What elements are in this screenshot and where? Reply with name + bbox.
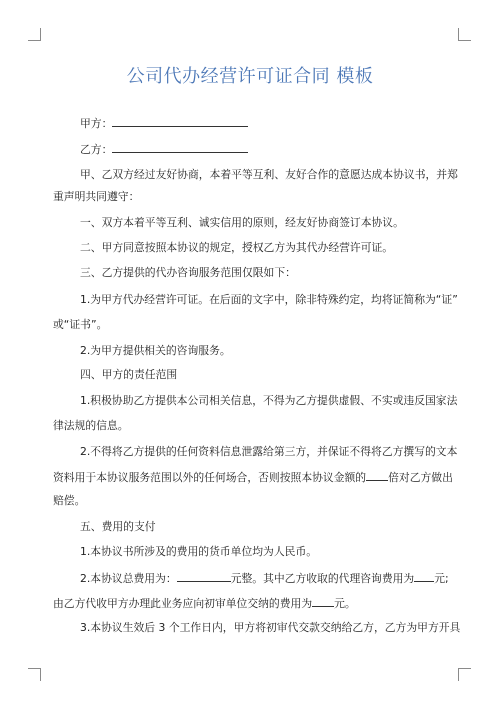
item-5-2-line-1-post: 元; bbox=[434, 572, 449, 585]
crop-mark-top-right bbox=[458, 28, 471, 41]
item-4-2-line-2 bbox=[53, 470, 453, 485]
intro-line-1: 甲、乙双方经过友好协商，本着平等互利、友好合作的意愿达成本协议书，并郑 bbox=[80, 168, 458, 181]
item-4-2-line-3: 赔偿。 bbox=[53, 494, 86, 507]
item-4-1-line-2: 律法规的信息。 bbox=[53, 419, 129, 432]
item-5-2-line-2 bbox=[53, 596, 453, 611]
item-3-2: 2.为甲方提供相关的咨询服务。 bbox=[80, 344, 231, 357]
agency-fee-blank[interactable] bbox=[414, 571, 434, 582]
crop-mark-bottom-left bbox=[28, 668, 41, 681]
item-4-2-line-2-pre: 资料用于本协议服务范围以外的任何场合，否则按照本协议金额的 bbox=[53, 471, 367, 484]
item-5-2-line-2-pre: 由乙方代收甲方办理此业务应向初审单位交纳的费用为 bbox=[53, 597, 313, 610]
item-5-2-line-1-mid: 元整。其中乙方收取的代理咨询费用为 bbox=[230, 572, 415, 585]
clause-5: 五、费用的支付 bbox=[80, 520, 156, 533]
item-4-1-line-1: 1.积极协助乙方提供本公司相关信息，不得为乙方提供虚假、不实或违反国家法 bbox=[80, 394, 458, 407]
party-a-line bbox=[80, 116, 453, 131]
item-5-2-line-1-pre: 2.本协议总费用为： bbox=[80, 572, 177, 585]
item-3-1-line-1: 1.为甲方代办经营许可证。在后面的文字中，除非特殊约定，均将证简称为“证” bbox=[80, 293, 458, 306]
item-3-1-line-2: 或“证书”。 bbox=[53, 318, 108, 331]
intro-line-2: 重声明共同遵守： bbox=[53, 190, 140, 203]
crop-mark-top-left bbox=[28, 28, 41, 41]
item-5-2-line-2-post: 元。 bbox=[334, 597, 356, 610]
clause-4: 四、甲方的责任范围 bbox=[80, 368, 178, 381]
party-a-label: 甲方： bbox=[80, 117, 113, 130]
item-4-2-line-2-post: 倍对乙方做出 bbox=[388, 471, 453, 484]
item-5-1: 1.本协议书所涉及的费用的货币单位均为人民币。 bbox=[80, 545, 318, 558]
review-fee-blank[interactable] bbox=[312, 596, 334, 607]
compensation-multiple-blank[interactable] bbox=[366, 470, 388, 481]
item-4-2-line-1: 2.不得将乙方提供的任何资料信息泄露给第三方，并保证不得将乙方撰写的文本 bbox=[80, 445, 458, 458]
document-title: 公司代办经营许可证合同 模板 bbox=[126, 66, 374, 87]
party-b-label: 乙方： bbox=[80, 143, 113, 156]
clause-2: 二、甲方同意按照本协议的规定，授权乙方为其代办经营许可证。 bbox=[80, 241, 394, 254]
total-fee-blank[interactable] bbox=[177, 571, 231, 582]
party-b-blank[interactable] bbox=[112, 142, 248, 153]
item-5-2-line-1 bbox=[80, 571, 453, 586]
party-b-line bbox=[80, 142, 453, 157]
party-a-blank[interactable] bbox=[112, 116, 248, 127]
item-5-3: 3.本协议生效后 3 个工作日内，甲方将初审代交款交纳给乙方，乙方为甲方开具 bbox=[80, 621, 461, 634]
clause-1: 一、双方本着平等互利、诚实信用的原则，经友好协商签订本协议。 bbox=[80, 216, 404, 229]
crop-mark-bottom-right bbox=[458, 668, 471, 681]
clause-3: 三、乙方提供的代办咨询服务范围仅限如下： bbox=[80, 266, 296, 279]
